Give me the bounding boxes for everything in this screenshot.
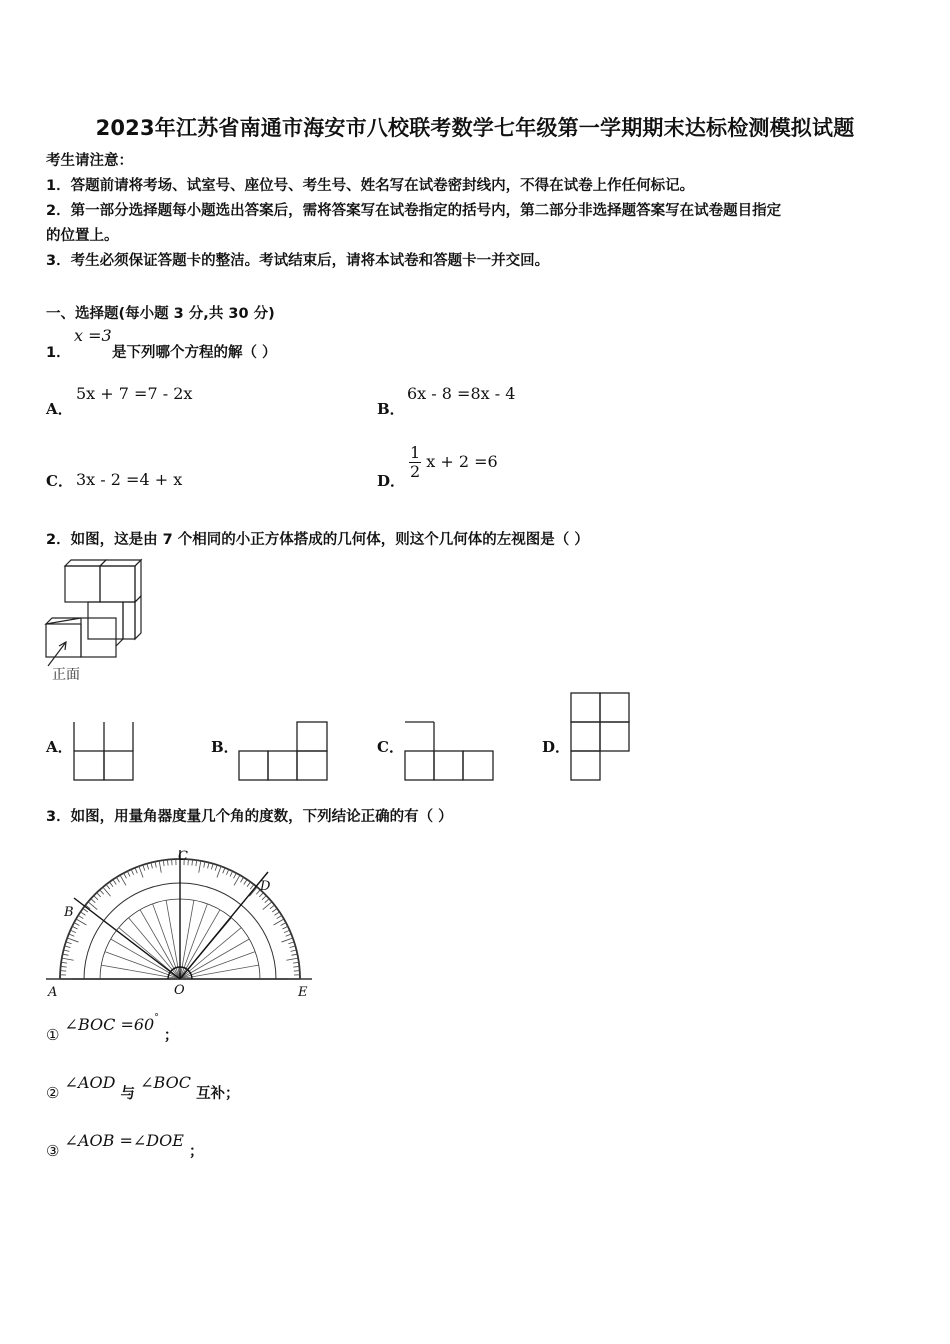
protractor-tick [290, 946, 296, 948]
option-label: B． [377, 400, 405, 418]
protractor-tick [192, 860, 193, 866]
option-label: A． [46, 400, 73, 418]
protractor-tick [293, 966, 299, 967]
point-e: E [298, 985, 308, 1000]
protractor-tick [64, 950, 70, 951]
protractor-tick [151, 863, 152, 869]
point-b: B [64, 905, 74, 920]
protractor-tick [67, 938, 78, 942]
front-label: 正面 [52, 667, 80, 683]
statement-tail: ； [189, 1144, 204, 1160]
protractor-tick [288, 942, 294, 944]
protractor-tick [281, 938, 292, 942]
protractor-tick [291, 950, 297, 951]
protractor-tick [272, 908, 277, 912]
protractor-tick [127, 871, 130, 876]
protractor-tick [72, 926, 77, 929]
protractor-tick [76, 919, 86, 925]
protractor-tick [196, 860, 197, 866]
statement-mark: ③ [46, 1142, 60, 1160]
protractor-tick [147, 864, 149, 870]
protractor-tick [120, 875, 126, 885]
protractor-tick [124, 873, 127, 878]
protractor-tick [61, 966, 67, 967]
statement-tail: ； [163, 1028, 179, 1044]
statement-math: ∠BOC =60 [64, 1015, 155, 1034]
protractor-tick [199, 861, 201, 873]
protractor-tick [83, 908, 88, 912]
protractor-tick [163, 860, 164, 866]
q3-statement-2 [46, 1073, 240, 1103]
q2-option-b-label[interactable]: B． [211, 738, 239, 756]
q2-option-d-figure[interactable] [570, 692, 632, 782]
option-equation [409, 444, 498, 481]
q3-statement-3 [46, 1131, 204, 1161]
fraction-numerator: 1 [410, 443, 421, 462]
protractor-tick [270, 905, 275, 909]
notice-item-3: 3．考生必须保证答题卡的整洁。考试结束后，请将本试卷和答题卡一并交回。 [46, 253, 550, 269]
protractor-tick [97, 893, 101, 897]
statement-tail: 互补； [196, 1086, 240, 1102]
q1-option-d[interactable] [377, 444, 577, 494]
option-equation: 3x - 2 =4 + x [76, 470, 183, 489]
statement-mark: ① [46, 1026, 60, 1044]
protractor-tick [234, 875, 240, 885]
notice-item-1: 1．答题前请将考场、试室号、座位号、考生号、姓名写在试卷密封线内，不得在试卷上作任何标记。 [46, 178, 695, 194]
protractor-tick [277, 915, 282, 918]
option-equation: 6x - 8 =8x - 4 [407, 384, 516, 403]
protractor-tick [223, 868, 225, 874]
protractor-tick [61, 962, 67, 963]
protractor-tick [281, 923, 286, 926]
protractor-tick [265, 899, 269, 903]
protractor-tick [106, 884, 110, 889]
cube-figure [40, 556, 150, 684]
protractor-tick [69, 934, 75, 936]
protractor-tick [143, 865, 145, 871]
q2-option-c-label[interactable]: C． [377, 738, 404, 756]
point-a: A [48, 985, 58, 1000]
protractor-tick [286, 934, 292, 936]
q2-option-a-label[interactable]: A． [46, 738, 73, 756]
protractor-tick [204, 862, 205, 868]
q2-option-d-label[interactable]: D． [542, 738, 571, 756]
protractor-tick [167, 860, 168, 866]
option-label: D． [377, 472, 406, 490]
page-title: 2023年江苏省南通市海安市八校联考数学七年级第一学期期末达标检测模拟试题 [95, 116, 855, 140]
protractor-tick [215, 865, 217, 871]
q2-text: 2．如图，这是由 7 个相同的小正方体搭成的几何体，则这个几何体的左视图是（ ） [46, 532, 589, 548]
q3-statement-1 [46, 1012, 179, 1045]
q2-option-b-figure[interactable] [238, 720, 330, 782]
protractor-tick [66, 942, 72, 944]
degree-sign: ° [154, 1012, 159, 1023]
protractor-tick [234, 873, 237, 878]
protractor-tick [292, 954, 298, 955]
q1-condition: x =3 [74, 326, 112, 345]
q1-number: 1． [46, 345, 71, 361]
statement-math-2: ∠BOC [140, 1073, 191, 1092]
protractor-tick [135, 868, 137, 874]
statement-mark: ② [46, 1084, 60, 1102]
fraction [409, 444, 421, 481]
section-heading: 一、选择题(每小题 3 分,共 30 分) [46, 306, 275, 322]
protractor-tick [159, 861, 161, 873]
protractor-tick [217, 866, 221, 877]
protractor-tick [94, 896, 98, 900]
equation-rest: x + 2 =6 [426, 452, 498, 471]
protractor-tick [226, 869, 228, 874]
question-1 [46, 324, 906, 364]
protractor-tick [293, 962, 299, 963]
notice-item-2-cont: 的位置上。 [46, 228, 119, 244]
protractor-tick [63, 954, 69, 955]
protractor-tick [211, 864, 213, 870]
point-o: O [174, 983, 185, 998]
point-d: D [260, 879, 271, 894]
q2-option-a-figure[interactable] [73, 720, 135, 782]
point-c: C [178, 849, 188, 864]
protractor-tick [78, 915, 83, 918]
protractor-tick [208, 863, 209, 869]
protractor-figure [40, 842, 320, 1002]
notice-item-2: 2．第一部分选择题每小题选出答案后，需将答案写在试卷指定的括号内，第二部分非选择题答案写在试卷题目指定 [46, 203, 782, 219]
protractor-tick [230, 871, 233, 876]
protractor-tick [65, 946, 71, 948]
protractor-tick [282, 926, 287, 929]
protractor-tick [131, 869, 133, 874]
notice-heading: 考生请注意： [46, 153, 133, 169]
protractor-tick [74, 923, 79, 926]
protractor-tick [275, 912, 280, 915]
protractor-tick [62, 958, 74, 960]
protractor-tick [286, 958, 298, 960]
q1-text: 是下列哪个方程的解（ ） [112, 345, 277, 361]
protractor-tick [113, 880, 116, 885]
fraction-denominator: 2 [410, 462, 421, 481]
protractor-tick [247, 882, 251, 887]
protractor-tick [116, 877, 119, 882]
protractor-tick [262, 896, 266, 900]
protractor-tick [240, 877, 243, 882]
protractor-tick [284, 930, 289, 932]
option-equation: 5x + 7 =7 - 2x [76, 384, 193, 403]
statement-math: ∠AOB =∠DOE [64, 1131, 184, 1150]
protractor-tick [274, 919, 284, 925]
protractor-tick [109, 882, 113, 887]
statement-connector: 与 [120, 1086, 136, 1102]
protractor-tick [91, 899, 95, 903]
q3-text: 3．如图，用量角器度量几个角的度数，下列结论正确的有（ ） [46, 809, 453, 825]
statement-math: ∠AOD [64, 1073, 116, 1092]
protractor-tick [139, 866, 143, 877]
protractor-tick [70, 930, 75, 932]
protractor-tick [100, 890, 104, 894]
q2-option-c-figure[interactable] [404, 720, 496, 782]
protractor-tick [250, 884, 254, 889]
protractor-tick [244, 880, 247, 885]
protractor-tick [155, 862, 156, 868]
option-label: C． [46, 472, 73, 490]
protractor-tick [81, 912, 86, 915]
